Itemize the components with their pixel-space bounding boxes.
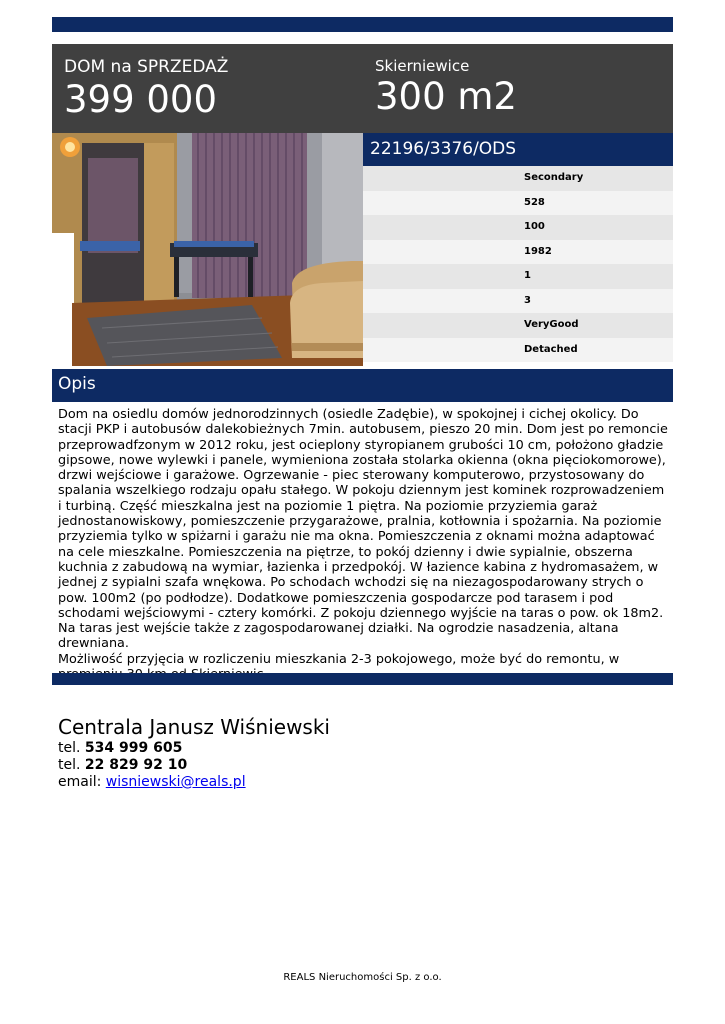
- phone-line-2: [58, 757, 330, 774]
- reference-number: 22196/3376/ODS: [363, 133, 673, 166]
- details-table: [363, 166, 673, 362]
- detail-row-building-type: Detached: [363, 338, 673, 363]
- detail-row-5: 1: [363, 264, 673, 289]
- bottom-accent-bar: [52, 673, 673, 685]
- footer-company: REALS Nieruchomości Sp. z o.o.: [283, 972, 442, 983]
- listing-city: Skierniewice: [375, 57, 470, 75]
- listing-header: [52, 44, 673, 133]
- phone-number-1: 534 999 605: [84, 740, 183, 756]
- detail-row-market: Secondary: [363, 166, 673, 191]
- detail-row-6: 3: [363, 289, 673, 314]
- header-right: [375, 56, 517, 118]
- email-link[interactable]: wisniewski@reals.pl: [105, 774, 246, 790]
- phone-number-2: 22 829 92 10: [84, 757, 188, 773]
- header-left: [64, 56, 228, 121]
- email-line: [58, 774, 330, 791]
- detail-row-3: 100: [363, 215, 673, 240]
- phone-line-1: [58, 740, 330, 757]
- phone-label: tel.: [58, 740, 85, 756]
- detail-row-year: 1982: [363, 240, 673, 265]
- listing-area: 300 m2: [375, 75, 517, 118]
- listing-price: 399 000: [64, 78, 218, 121]
- detail-row-condition: VeryGood: [363, 313, 673, 338]
- top-accent-bar: [52, 17, 673, 32]
- listing-type: DOM na SPRZEDAŻ: [64, 57, 229, 77]
- description-text: Dom na osiedlu domów jednorodzinnych (osiedle Zadębie), w spokojnej i cichej okolicy. Do stacji PKP i autobusów dalekobieżnych 7min. autobusem, pieszo 20 min. Dom jest po remoncie przeprowadfzonym w 2012 roku, jest ocieplony styropianem grubości 10 cm, położono gładzie gipsowe, nowe wylewki i panele, wymieniona została stolarka okienna (okna pięciokomorowe), drzwi wejściowe i garażowe. Ogrzewanie - piec sterowany komputerowo, przystosowany do spalania wszelkiego rodzaju opału stałego. W pokoju dziennym jest kominek rozprowadzeniem i turbiną. Część mieszkalna jest na poziomie 1 piętra. Na poziomie przyziemia garaż jednostanowiskowy, pomieszczenie przygarażowe, pralnia, kotłownia i spożarnia. Na poziomie przyziemia tylko w spiżarni i garażu nie ma okna. Pomieszczenia z oknami można adaptować na cele mieszkalne. Pomieszczenia na piętrze, to pokój dzienny i dwie sypialnie, obszerna kuchnia z zabudową na wymiar, łazienka i przedpokój. W łazience kabina z hydromasażem, w jednej z sypialni szafa wnękowa. Po schodach wchodzi się na niezagospodarowany strych o pow. 100m2 (po podłodze). Dodatkowe pomieszczenia gospodarcze pod tarasem i pod schodami wejściowymi - cztery komórki. Z pokoju dziennego wyjście na taras o pow. ok 18m2. Na taras jest wejście także z zagospodarowanej działki. Na ogrodzie nasadzenia, altana drewniana. Możliwość przyjęcia w rozliczeniu mieszkania 2-3 pokojowego, może być do remontu, w: [58, 407, 668, 667]
- agent-name: Centrala Janusz Wiśniewski: [58, 715, 330, 739]
- description-heading: Opis: [52, 369, 673, 402]
- email-label: email:: [58, 774, 106, 790]
- detail-row-2: 528: [363, 191, 673, 216]
- contact-block: [58, 714, 330, 791]
- property-photo: [52, 133, 363, 366]
- phone-label: tel.: [58, 757, 85, 773]
